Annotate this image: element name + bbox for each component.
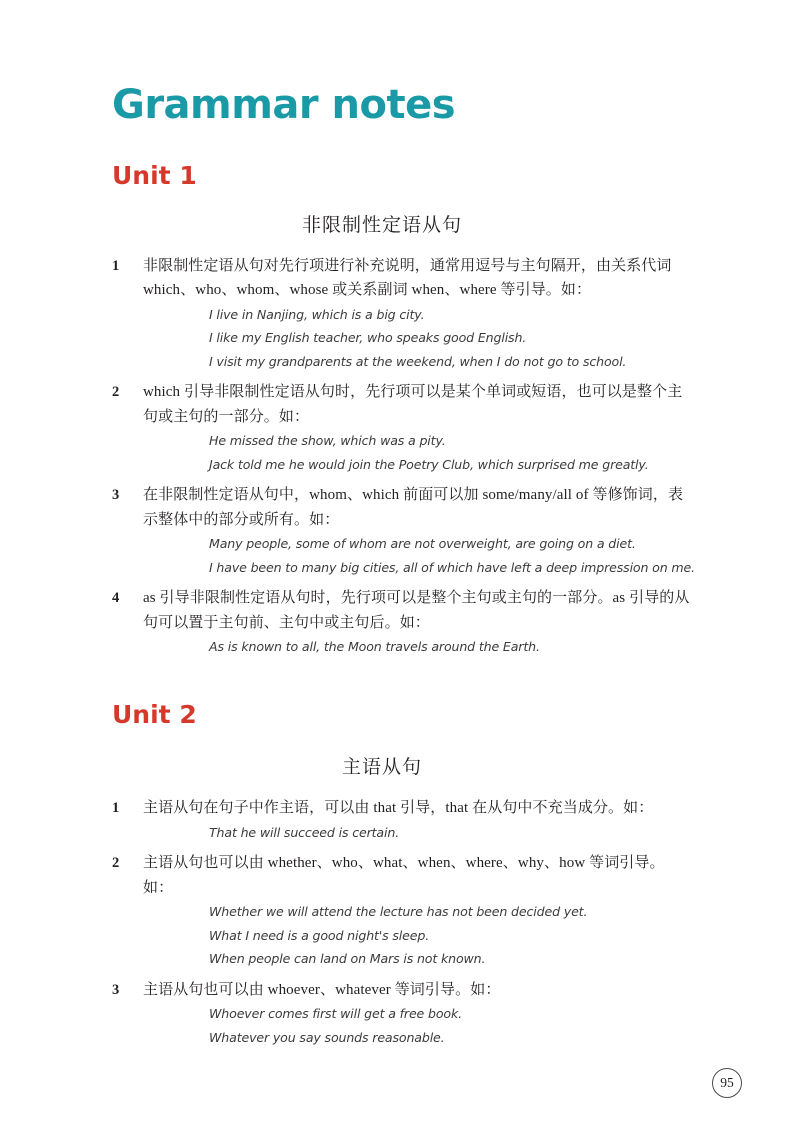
example-sentence: What I need is a good night's sleep. (209, 927, 430, 943)
rule-text: which 引导非限制性定语从句时，先行项可以是某个单词或短语，也可以是整个主句或主句的一部分。如： (143, 384, 683, 425)
example-list (143, 303, 692, 374)
unit-heading-1: Unit 1 (112, 161, 197, 190)
example-sentence: I visit my grandparents at the weekend, when I do not go to school. (209, 353, 627, 369)
rule-text: 在非限制性定语从句中，whom、which 前面可以加 some/many/all of 等修饰词，表示整体中的部分或所有。如： (143, 487, 684, 528)
unit-section-1 (112, 126, 695, 659)
rule-text: 主语从句在句子中作主语，可以由 that 引导，that 在从句中不充当成分。如： (143, 800, 654, 816)
example-sentence: Many people, some of whom are not overweight, are going on a diet. (209, 536, 636, 551)
topic-title-2: 主语从句 (341, 756, 422, 778)
rule-number: 3 (112, 487, 120, 503)
example-sentence: I like my English teacher, who speaks good English. (209, 330, 527, 345)
rule-text: 非限制性定语从句对先行项进行补充说明，通常用逗号与主句隔开，由关系代词 which、who、whom、whose 或关系副词 when、where 等引导。如： (143, 257, 672, 298)
rule-text: 主语从句也可以由 whether、who、what、when、where、why、how 等词引导。如： (143, 855, 665, 896)
unit-heading-2: Unit 2 (112, 699, 197, 729)
rule-number: 4 (112, 590, 120, 606)
example-sentence: When people can land on Mars is not known. (209, 951, 486, 966)
page-number-badge: 95 (712, 1068, 742, 1098)
rule-item (112, 254, 692, 374)
rule-number: 1 (112, 800, 120, 816)
example-sentence: That he will succeed is certain. (209, 824, 400, 840)
example-list (143, 429, 692, 476)
example-sentence: I have been to many big cities, all of which have left a deep impression on me. (209, 559, 695, 575)
rule-number: 1 (112, 257, 120, 274)
example-sentence: Whatever you say sounds reasonable. (209, 1029, 445, 1045)
rule-item (112, 851, 692, 971)
rule-item (112, 586, 692, 659)
rule-item (112, 978, 692, 1050)
rule-text: 主语从句也可以由 whoever、whatever 等词引导。如： (143, 981, 501, 998)
example-sentence: As is known to all, the Moon travels around the Earth. (209, 639, 540, 654)
topic-title-1: 非限制性定语从句 (301, 213, 462, 236)
unit-section-2 (112, 659, 692, 1050)
example-list (143, 532, 695, 579)
example-list (143, 1002, 692, 1049)
rule-item (112, 796, 692, 844)
page-title: Grammar notes (112, 82, 456, 128)
example-sentence: I live in Nanjing, which is a big city. (209, 306, 425, 322)
rule-number: 2 (112, 855, 120, 871)
example-list (143, 900, 692, 971)
example-sentence: Jack told me he would join the Poetry Club, which surprised me greatly. (209, 456, 649, 472)
example-list (143, 821, 692, 845)
rule-number: 3 (112, 981, 120, 998)
rule-item (112, 483, 695, 579)
rule-text: as 引导非限制性定语从句时，先行项可以是整个主句或主句的一部分。as 引导的从句可以置于主句前、主句中或主句后。如： (143, 590, 690, 631)
page-content (112, 0, 695, 1049)
rule-number: 2 (112, 384, 120, 400)
example-sentence: Whoever comes first will get a free book. (209, 1006, 462, 1021)
example-sentence: He missed the show, which was a pity. (209, 433, 446, 448)
example-list (143, 635, 692, 659)
rule-item (112, 380, 692, 476)
example-sentence: Whether we will attend the lecture has not been decided yet. (209, 904, 588, 919)
